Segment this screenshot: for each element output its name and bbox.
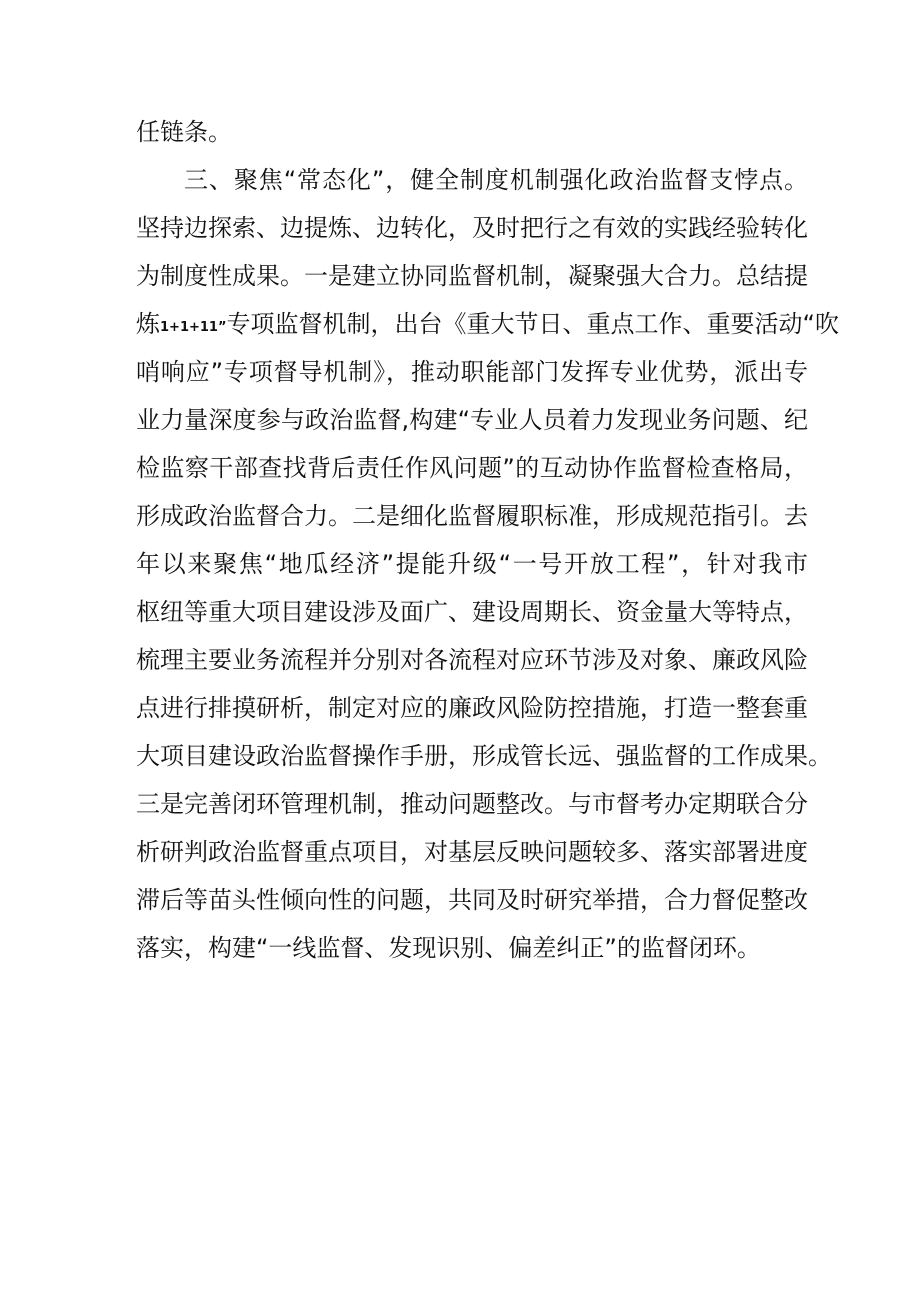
text-line: 落实，构建“一线监督、发现识别、偏差纠正”的监督闭环。 [136,934,761,962]
text-line: 哨响应”专项督导机制》，推动职能部门发挥专业优势，派出专 [136,358,808,386]
text-line: 枢纽等重大项目建设涉及面广、建设周期长、资金量大等特点， [136,598,808,626]
text-line: 点进行排摸研析，制定对应的廉政风险防控措施，打造一整套重 [136,694,808,722]
text-line: 检监察干部查找背后责任作风问题”的互动协作监督检查格局， [136,454,808,482]
mechanism-code: 1+1+11” [160,320,227,335]
text-line: 坚持边探索、边提炼、边转化，及时把行之有效的实践经验转化 [136,214,808,242]
section-heading-line: 三、聚焦“常态化”，健全制度机制强化政治监督支悖点。 [184,166,808,194]
text-line: 任链条。 [136,118,232,146]
text-line: 业力量深度参与政治监督,构建“专业人员着力发现业务问题、纪 [136,406,808,434]
text-fragment: 专项监督机制，出台《重大节日、重点工作、重要活动“吹 [226,310,839,338]
text-fragment: 炼 [136,310,160,338]
text-line: 大项目建设政治监督操作手册，形成管长远、强监督的工作成果。 [136,742,832,770]
text-line: 滞后等苗头性倾向性的问题，共同及时研究举措，合力督促整改 [136,886,808,914]
body-text [136,108,839,972]
text-line: 梳理主要业务流程并分别对各流程对应环节涉及对象、廉政风险 [136,646,808,674]
text-line: 形成政治监督合力。二是细化监督履职标准，形成规范指引。去 [136,502,808,530]
text-line: 为制度性成果。一是建立协同监督机制，凝聚强大合力。总结提 [136,262,808,290]
text-line: 三是完善闭环管理机制，推动问题整改。与市督考办定期联合分 [136,790,808,818]
text-line: 年以来聚焦“地瓜经济”提能升级“一号开放工程”，针对我市 [136,550,808,578]
text-line [136,300,839,348]
text-line: 析研判政治监督重点项目，对基层反映问题较多、落实部署进度 [136,838,808,866]
